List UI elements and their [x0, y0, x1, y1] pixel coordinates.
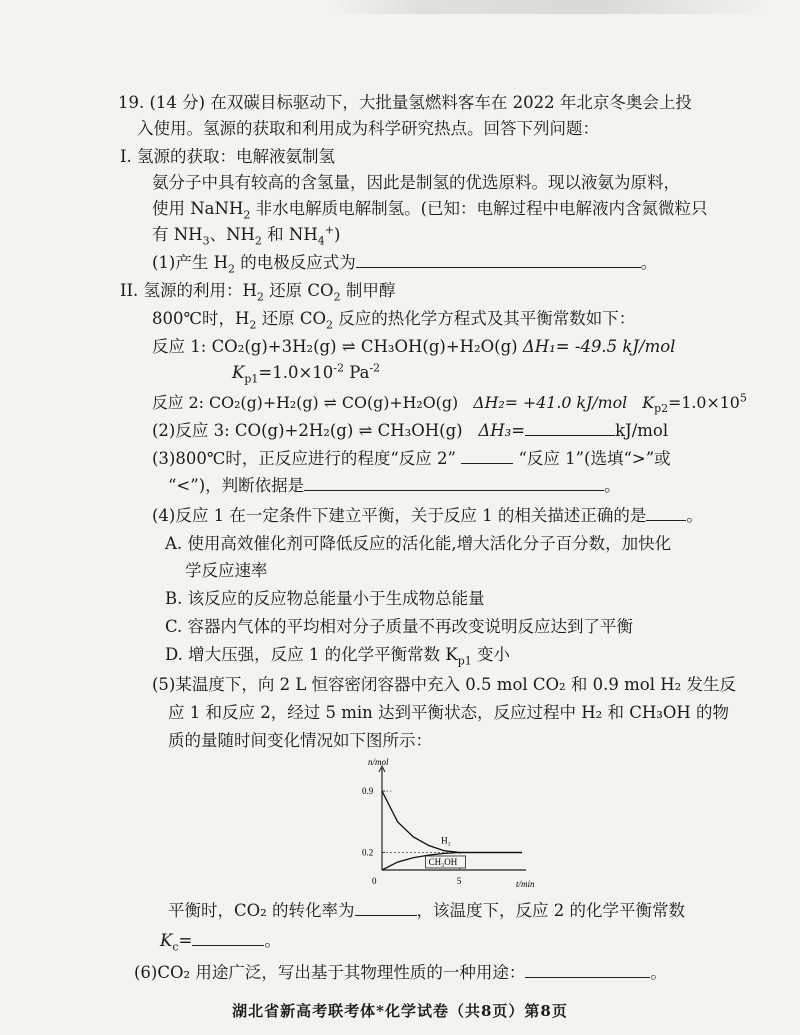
question-intro-line-2: 入使用。氢源的获取和利用成为科学研究热点。回答下列问题：	[137, 119, 599, 138]
x-axis-label: t/min	[516, 879, 535, 889]
part1-text-3: 有 $NH_3$、$NH_2$ 和 $NH_4^+$)	[152, 223, 341, 248]
page-footer: 湖北省新高考联考体*化学试卷（共8页）第8页	[232, 1002, 568, 1020]
part1-heading: I. 氢源的获取：电解液氨制氢	[120, 147, 336, 166]
amount-time-chart	[350, 757, 535, 893]
question-3-line-2: “<”)，判断依据是 。	[168, 476, 621, 495]
question-2: (2)反应 3: CO(g)+2H₂(g) ⇌ CH₃OH(g) ΔH₃= kJ/mol	[152, 421, 669, 440]
x-tick-label: 5	[456, 876, 462, 886]
question-4: (4)反应 1 在一定条件下建立平衡，关于反应 1 的相关描述正确的是 。	[152, 506, 703, 525]
question-5-line-1: (5)某温度下，向 2 L 恒容密闭容器中充入 0.5 mol CO₂ 和 0.9 mol H₂ 发生反	[152, 675, 736, 694]
option-a-line-1: A. 使用高效催化剂可降低反应的活化能,增大活化分子百分数，加快化	[165, 534, 672, 553]
question-1: (1)产生 $H_2$ 的电极反应式为 。	[152, 253, 658, 276]
answer-blank-4[interactable]	[646, 506, 686, 521]
option-d: D. 增大压强，反应 1 的化学平衡常数 $K_{p1}$ 变小	[165, 645, 510, 668]
scan-smudge	[330, 0, 770, 14]
question-intro-line-1: 19. (14 分) 在双碳目标驱动下，大批量氢燃料客车在 2022 年北京冬奥会上投	[118, 93, 692, 112]
answer-blank-1[interactable]	[356, 253, 641, 268]
option-a-line-2: 学反应速率	[185, 561, 268, 580]
series-label-h2: H₂	[441, 835, 451, 846]
part1-text-1: 氨分子中具有较高的含氢量，因此是制氢的优选原料。现以液氨为原料，	[152, 173, 680, 192]
part2-intro: 800℃时，$H_2$ 还原 $CO_2$ 反应的热化学方程式及其平衡常数如下：	[152, 309, 636, 332]
series-line-h2	[382, 791, 522, 852]
option-c: C. 容器内气体的平均相对分子质量不再改变说明反应达到了平衡	[165, 617, 634, 636]
answer-blank-6[interactable]	[525, 963, 650, 978]
y-tick-label: 0.2	[362, 847, 374, 858]
question-3-line-1: (3)800℃时，正反应进行的程度“反应 2” “反应 1”(选填“>”或	[152, 449, 671, 468]
series-label-ch3oh: CH₃OH	[428, 856, 458, 867]
answer-5-line-1: 平衡时，CO₂ 的转化率为 ，该温度下，反应 2 的化学平衡常数	[168, 901, 686, 920]
y-tick-label: 0.9	[362, 786, 374, 797]
answer-blank-2[interactable]	[525, 421, 615, 436]
answer-blank-3a[interactable]	[461, 449, 513, 464]
x-tick-label: 0	[372, 876, 377, 886]
answer-blank-3b[interactable]	[304, 476, 604, 491]
y-axis-label: n/mol	[368, 757, 389, 767]
reaction-2: 反应 2: CO₂(g)+H₂(g) ⇌ CO(g)+H₂O(g) ΔH₂= +41.0 kJ/mol $K_{p2}=1.0\times 10^5$	[152, 391, 747, 416]
question-6: (6)CO₂ 用途广泛，写出基于其物理性质的一种用途： 。	[134, 963, 667, 982]
reaction-1: 反应 1: CO₂(g)+3H₂(g) ⇌ CH₃OH(g)+H₂O(g) ΔH₁= -49.5 kJ/mol	[152, 337, 676, 356]
question-5-line-2: 应 1 和反应 2，经过 5 min 达到平衡状态，反应过程中 H₂ 和 CH₃OH 的物	[168, 703, 730, 722]
answer-blank-5b[interactable]	[192, 931, 264, 946]
part1-text-2: 使用 NaNH$_2$ 非水电解质电解制氢。(已知：电解过程中电解液内含氮微粒只	[152, 199, 708, 222]
answer-blank-5a[interactable]	[355, 901, 417, 916]
reaction-1-kp: $K_{p1}=1.0\times 10^{-2}$ $Pa^{-2}$	[232, 361, 381, 386]
part2-heading: II. 氢源的利用：$H_2$ 还原 $CO_2$ 制甲醇	[120, 281, 396, 304]
option-b: B. 该反应的反应物总能量小于生成物总能量	[165, 589, 485, 608]
question-5-line-3: 质的量随时间变化情况如下图所示：	[168, 731, 432, 750]
answer-5-line-2: $K_c=$ 。	[160, 931, 281, 954]
